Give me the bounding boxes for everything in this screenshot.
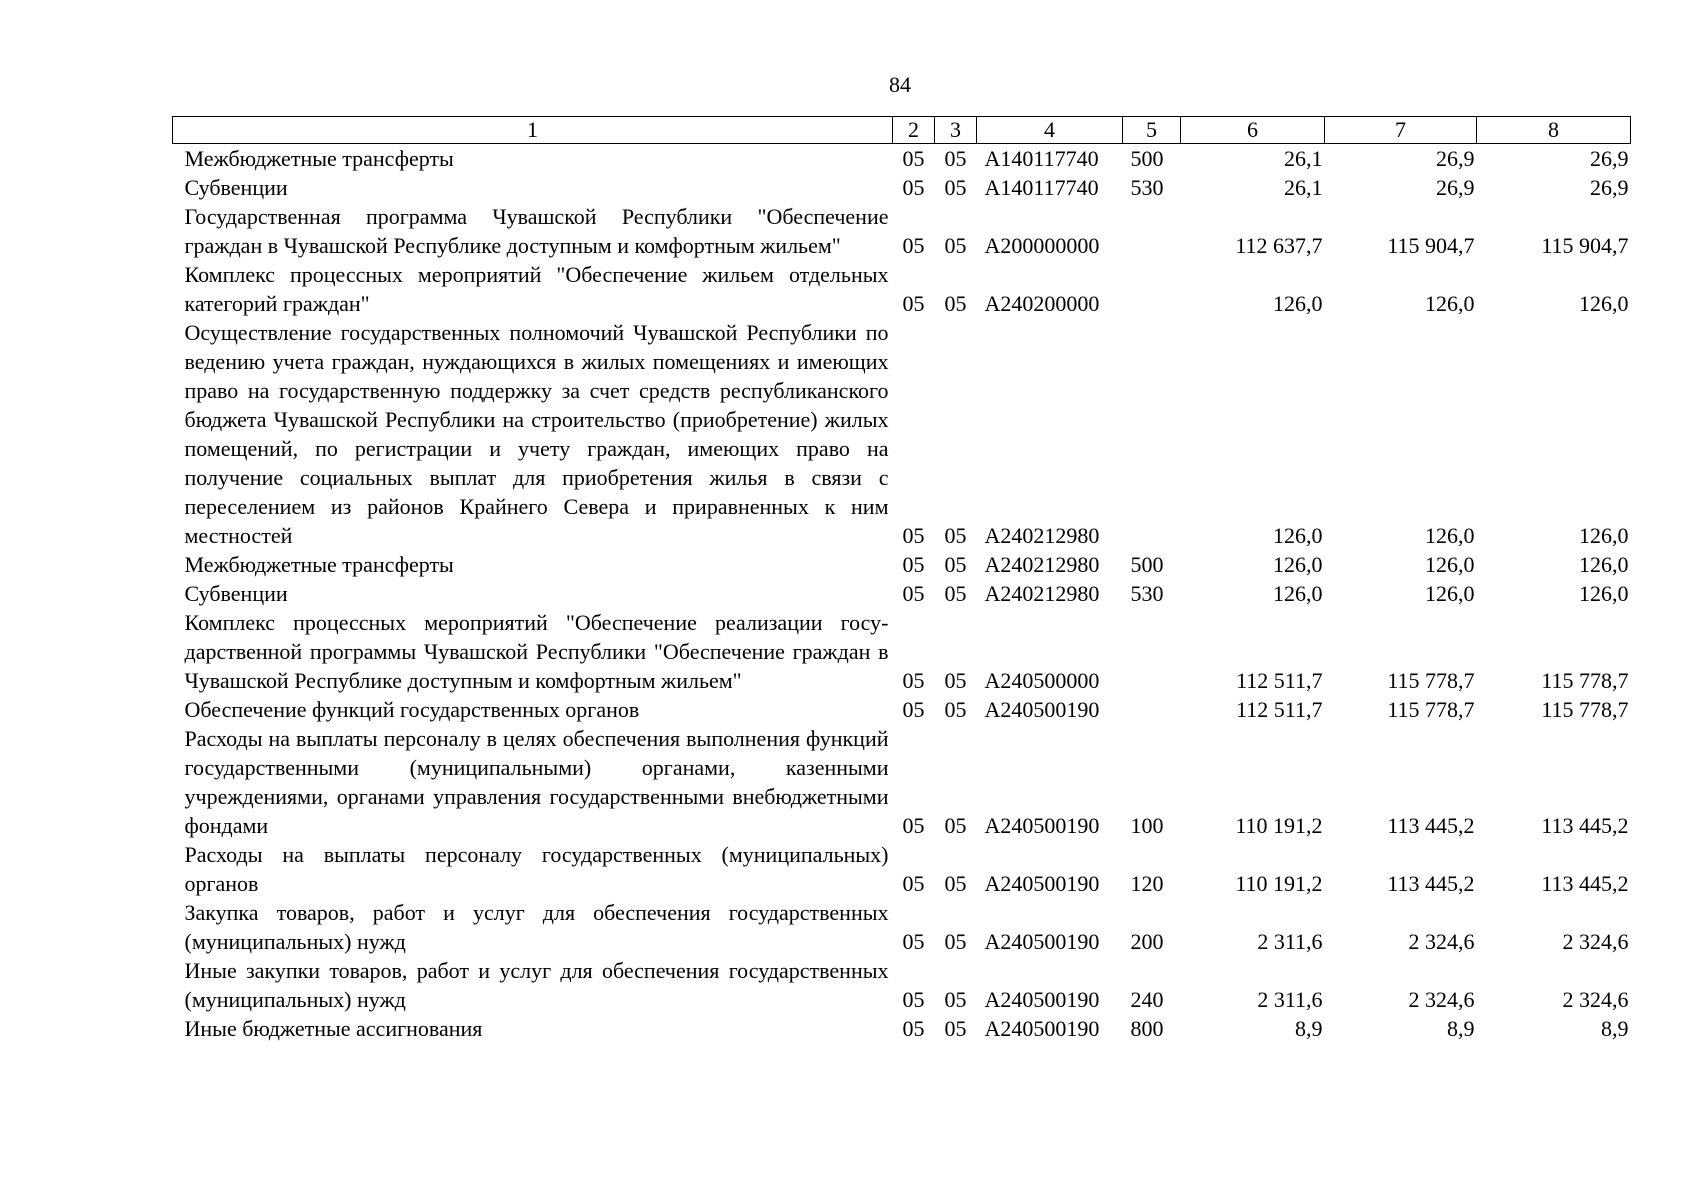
target-article-code: А240500190 (984, 871, 1100, 896)
expense-type-code: 500 (1130, 146, 1164, 171)
amount-col-6: 126,0 (1273, 552, 1323, 577)
subsection-code: 05 (944, 1016, 967, 1041)
amount-col-8: 26,9 (1590, 175, 1629, 200)
expense-type-code (1123, 318, 1181, 550)
table-row (173, 144, 1631, 174)
target-article-code: А240500190 (984, 987, 1100, 1012)
table-row (173, 695, 1631, 724)
amount-col-7: 2 324,6 (1408, 929, 1475, 954)
amount-col-8: 126,0 (1579, 552, 1629, 577)
section-code: 05 (902, 581, 925, 606)
amount-col-8: 126,0 (1579, 581, 1629, 606)
subsection-code: 05 (944, 291, 967, 316)
section-code: 05 (902, 1016, 925, 1041)
expense-type-code: 500 (1130, 552, 1164, 577)
amount-col-7: 115 778,7 (1387, 668, 1475, 693)
expense-type-code (1123, 260, 1181, 318)
amount-col-8: 115 904,7 (1541, 233, 1629, 258)
table-row (173, 724, 1631, 840)
amount-col-7: 126,0 (1425, 552, 1475, 577)
expense-type-code: 530 (1130, 581, 1164, 606)
subsection-code: 05 (944, 813, 967, 838)
section-code: 05 (902, 987, 925, 1012)
amount-col-8: 2 324,6 (1562, 929, 1629, 954)
subsection-code: 05 (944, 523, 967, 548)
subsection-code: 05 (944, 668, 967, 693)
expense-type-code: 100 (1130, 813, 1164, 838)
table-row (173, 318, 1631, 550)
header-col-8: 8 (1477, 117, 1631, 144)
section-code: 05 (902, 233, 925, 258)
target-article-code: А240212980 (984, 523, 1100, 548)
amount-col-8: 113 445,2 (1541, 813, 1629, 838)
amount-col-8: 2 324,6 (1562, 987, 1629, 1012)
header-col-2: 2 (893, 117, 935, 144)
subsection-code: 05 (944, 697, 967, 722)
row-name: Субвенции (184, 581, 288, 606)
amount-col-7: 115 904,7 (1387, 233, 1475, 258)
section-code: 05 (902, 813, 925, 838)
target-article-code: А140117740 (984, 146, 1099, 171)
table-row (173, 840, 1631, 898)
amount-col-7: 115 778,7 (1387, 697, 1475, 722)
amount-col-6: 26,1 (1284, 146, 1323, 171)
amount-col-7: 26,9 (1436, 146, 1475, 171)
expense-type-code: 530 (1130, 175, 1164, 200)
subsection-code: 05 (944, 929, 967, 954)
amount-col-7: 8,9 (1447, 1016, 1475, 1041)
row-name: Межбюджетные трансферты (184, 146, 454, 171)
amount-col-8: 26,9 (1590, 146, 1629, 171)
table-body (173, 144, 1631, 1044)
subsection-code: 05 (944, 987, 967, 1012)
section-code: 05 (902, 523, 925, 548)
page-number: 84 (889, 72, 911, 97)
amount-col-7: 126,0 (1425, 291, 1475, 316)
expense-type-code (1123, 695, 1181, 724)
amount-col-7: 113 445,2 (1387, 813, 1475, 838)
target-article-code: А240212980 (984, 552, 1100, 577)
header-col-1: 1 (173, 117, 893, 144)
subsection-code: 05 (944, 552, 967, 577)
table-row (173, 608, 1631, 695)
row-name: Комплекс процессных мероприятий "Обеспечение жильем отдельных категорий граждан" (184, 262, 889, 316)
target-article-code: А200000000 (984, 233, 1100, 258)
table-row (173, 260, 1631, 318)
target-article-code: А240500190 (984, 697, 1100, 722)
header-col-5: 5 (1123, 117, 1181, 144)
row-name: Расходы на выплаты персоналу в целях обеспечения выполнения функций государственными (муниципальными) органами, казенными учреждениями, органами управления государственными внебюджетными фондами (184, 726, 889, 838)
row-name: Межбюджетные трансферты (184, 552, 454, 577)
expense-type-code: 240 (1130, 987, 1164, 1012)
table-row (173, 550, 1631, 579)
amount-col-6: 126,0 (1273, 581, 1323, 606)
amount-col-7: 126,0 (1425, 523, 1475, 548)
section-code: 05 (902, 146, 925, 171)
subsection-code: 05 (944, 233, 967, 258)
header-col-6: 6 (1181, 117, 1325, 144)
amount-col-6: 8,9 (1295, 1016, 1323, 1041)
amount-col-7: 126,0 (1425, 581, 1475, 606)
table-row (173, 202, 1631, 260)
amount-col-7: 26,9 (1436, 175, 1475, 200)
amount-col-6: 2 311,6 (1257, 987, 1323, 1012)
target-article-code: А240212980 (984, 581, 1100, 606)
subsection-code: 05 (944, 175, 967, 200)
section-code: 05 (902, 871, 925, 896)
header-row (173, 117, 1631, 144)
expense-type-code (1123, 608, 1181, 695)
amount-col-6: 126,0 (1273, 291, 1323, 316)
header-col-4: 4 (977, 117, 1123, 144)
subsection-code: 05 (944, 146, 967, 171)
target-article-code: А140117740 (984, 175, 1099, 200)
target-article-code: А240500190 (984, 1016, 1100, 1041)
amount-col-6: 2 311,6 (1257, 929, 1323, 954)
row-name: Иные закупки товаров, работ и услуг для обеспечения государственных (муниципальных) нужд (184, 958, 889, 1012)
section-code: 05 (902, 552, 925, 577)
row-name: Расходы на выплаты персоналу государственных (муниципальных) органов (184, 842, 889, 896)
table-header (173, 117, 1631, 144)
section-code: 05 (902, 697, 925, 722)
budget-table (172, 116, 1631, 1043)
expense-type-code: 120 (1130, 871, 1164, 896)
row-name: Осуществление государственных полномочий Чувашской Республики по ведению учета граждан, нуждающихся в жилых помещениях и имеющих право на государственную поддержку за счет средств республиканского бюджета Чувашской Республики на строительство (приобретение) жилых помещений, по регистрации и учету граждан, имеющих право на получение социальных выплат для приобретения жилья в связи с переселением из районов Крайнего Севера и приравненных к ним местностей (184, 320, 889, 548)
amount-col-6: 110 191,2 (1235, 813, 1323, 838)
row-name: Комплекс процессных мероприятий "Обеспечение реализации государственной программы Чувашской Республики "Обеспечение граждан в Чувашской Республике доступным и комфортным жильем" (184, 610, 889, 693)
amount-col-8: 113 445,2 (1541, 871, 1629, 896)
amount-col-6: 112 511,7 (1236, 697, 1323, 722)
amount-col-6: 26,1 (1284, 175, 1323, 200)
header-col-3: 3 (935, 117, 977, 144)
header-col-7: 7 (1325, 117, 1477, 144)
amount-col-6: 112 511,7 (1236, 668, 1323, 693)
amount-col-6: 126,0 (1273, 523, 1323, 548)
expense-type-code: 800 (1130, 1016, 1164, 1041)
amount-col-6: 112 637,7 (1235, 233, 1323, 258)
table-row (173, 1014, 1631, 1043)
section-code: 05 (902, 291, 925, 316)
target-article-code: А240500190 (984, 929, 1100, 954)
amount-col-8: 126,0 (1579, 523, 1629, 548)
amount-col-8: 126,0 (1579, 291, 1629, 316)
amount-col-6: 110 191,2 (1235, 871, 1323, 896)
row-name: Закупка товаров, работ и услуг для обеспечения государственных (муниципальных) нужд (184, 900, 889, 954)
expense-type-code (1123, 202, 1181, 260)
amount-col-7: 113 445,2 (1387, 871, 1475, 896)
subsection-code: 05 (944, 871, 967, 896)
amount-col-8: 115 778,7 (1541, 697, 1629, 722)
table-row (173, 173, 1631, 202)
table-row (173, 579, 1631, 608)
expense-type-code: 200 (1130, 929, 1164, 954)
row-name: Субвенции (184, 175, 288, 200)
target-article-code: А240500190 (984, 813, 1100, 838)
row-name: Иные бюджетные ассигнования (184, 1016, 483, 1041)
target-article-code: А240200000 (984, 291, 1100, 316)
row-name: Государственная программа Чувашской Республики "Обеспечение граждан в Чувашской Республике доступным и комфортным жильем" (184, 204, 889, 258)
section-code: 05 (902, 668, 925, 693)
table-row (173, 898, 1631, 956)
amount-col-8: 115 778,7 (1541, 668, 1629, 693)
table-row (173, 956, 1631, 1014)
section-code: 05 (902, 175, 925, 200)
target-article-code: А240500000 (984, 668, 1100, 693)
amount-col-7: 2 324,6 (1408, 987, 1475, 1012)
section-code: 05 (902, 929, 925, 954)
row-name: Обеспечение функций государственных органов (184, 697, 640, 722)
subsection-code: 05 (944, 581, 967, 606)
amount-col-8: 8,9 (1601, 1016, 1629, 1041)
